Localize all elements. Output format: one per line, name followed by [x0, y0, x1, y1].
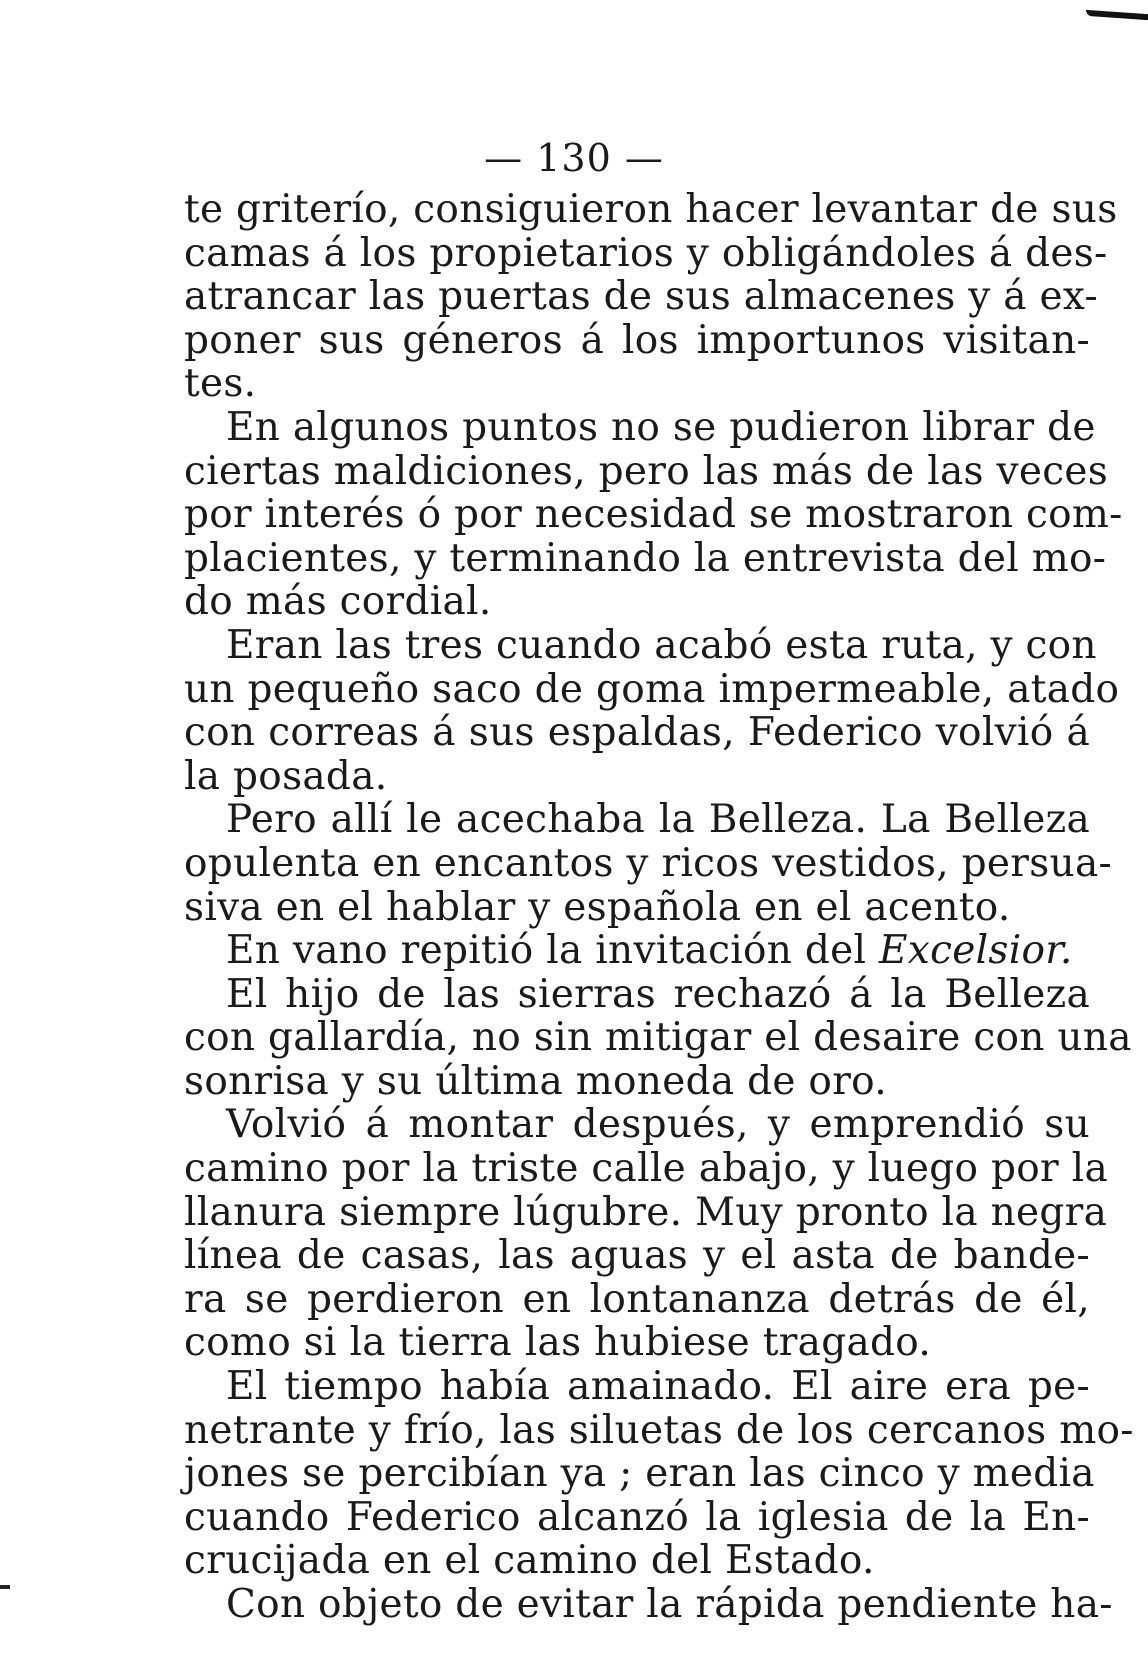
text-line: con correas á sus espaldas, Federico volvió á [184, 710, 1090, 756]
text-line: Volvió á montar después, y emprendió su [226, 1102, 1090, 1148]
text-line: un pequeño saco de goma impermeable, atado [184, 666, 1120, 712]
text-line: te griterío, consiguieron hacer levantar de sus [184, 187, 1118, 232]
text-line: con gallardía, no sin mitigar el desaire con una [184, 1015, 1132, 1061]
text-line: El hijo de las sierras rechazó á la Belleza [226, 971, 1090, 1017]
text-line: ra se perdieron en lontananza detrás de él, [184, 1276, 1090, 1322]
text-line: poner sus géneros á los importunos visitan- [184, 317, 1090, 363]
text-line: do más cordial. [184, 579, 492, 625]
text-line: siva en el hablar y española en el acento. [184, 884, 1011, 930]
text-line: netrante y frío, las siluetas de los cercanos mo- [184, 1407, 1134, 1453]
text-line: ciertas maldiciones, pero las más de las veces [184, 448, 1109, 494]
text-line: Eran las tres cuando acabó esta ruta, y con [226, 622, 1097, 668]
body-text [184, 187, 1134, 1627]
page-edge-mark [0, 1585, 10, 1589]
page-number: — 130 — [484, 136, 664, 180]
text-line: línea de casas, las aguas y el asta de bande- [184, 1233, 1090, 1279]
text-line: En algunos puntos no se pudieron librar de [226, 404, 1096, 450]
text-line: como si la tierra las hubiese tragado. [184, 1320, 932, 1366]
text-line: sonrisa y su última moneda de oro. [184, 1058, 887, 1104]
text-line: Pero allí le acechaba la Belleza. La Belleza [226, 797, 1090, 843]
text-line: camino por la triste calle abajo, y luego por la [184, 1146, 1109, 1192]
text-line: cuando Federico alcanzó la iglesia de la En- [184, 1494, 1090, 1540]
text-line: El tiempo había amainado. El aire era pe- [226, 1364, 1090, 1410]
text-line: la posada. [184, 753, 388, 799]
page-corner-mark [1086, 10, 1148, 20]
text-line: por interés ó por necesidad se mostraron com- [184, 492, 1123, 538]
text-line [184, 929, 1090, 973]
text-segment: En vano repitió la invitación del [226, 928, 867, 974]
text-line: Con objeto de evitar la rápida pendiente ha- [226, 1582, 1113, 1627]
text-line: atrancar las puertas de sus almacenes y á ex- [184, 274, 1098, 320]
text-line: placientes, y terminando la entrevista del mo- [184, 535, 1107, 581]
text-line: opulenta en encantos y ricos vestidos, persua- [184, 840, 1112, 886]
text-line: llanura siempre lúgubre. Muy pronto la negra [184, 1189, 1108, 1235]
text-line: camas á los propietarios y obligándoles á des- [184, 230, 1108, 276]
text-line: jones se percibían ya ; eran las cinco y media [184, 1451, 1095, 1497]
text-line: tes. [184, 361, 257, 407]
book-title-excelsior: Excelsior. [879, 928, 1073, 974]
text-line: crucijada en el camino del Estado. [184, 1538, 875, 1584]
